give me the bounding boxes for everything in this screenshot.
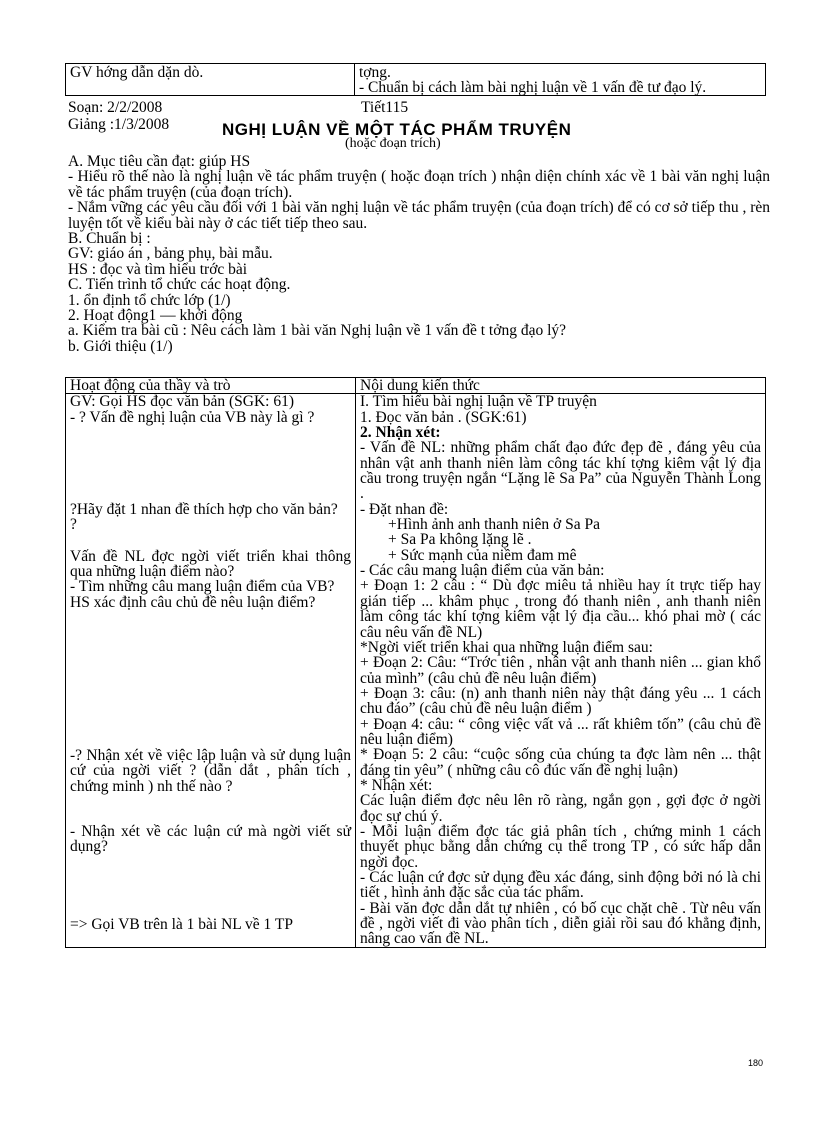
header-left-text: GV hớng dẫn dặn dò. bbox=[70, 64, 204, 81]
left-q8: - Nhận xét về các luận cứ mà ngời viết sử dụng? bbox=[70, 823, 351, 856]
left-q5: - Tìm những câu mang luận điểm của VB? bbox=[70, 578, 335, 596]
left-q9: => Gọi VB trên là 1 bài NL về 1 TP bbox=[70, 915, 293, 933]
section-heading: I. Tìm hiểu bài nghị luận về TP truyện bbox=[360, 393, 597, 411]
remark-2: - Mỗi luận điểm đợc tác giả phân tích , chứng minh 1 cách thuyết phục bằng dẫn chứng cụ thể trong TP , có sức hấp dẫn ngời đọc. bbox=[360, 822, 761, 871]
teacher-student-column bbox=[66, 394, 356, 947]
objective-1: - Hiểu rõ thế nào là nghị luận về tác phẩm truyện ( hoặc đoạn trích ) nhận diện chính xác về 1 bài văn nghị luận về tác phẩm truyện (của đoạn trích). bbox=[68, 168, 770, 201]
header-right-line1: tợng. bbox=[359, 64, 391, 81]
title-option-2: + Sa Pa không lặng lẽ . bbox=[388, 531, 532, 549]
preparation-heading: B. Chuẩn bị : bbox=[68, 230, 151, 248]
objective-2: - Nắm vững các yêu cầu đối với 1 bài văn nghị luận về tác phẩm truyện (của đoạn trích) để có cơ sở tiếp thu , rèn luyện tốt về kiểu bài này ở các tiết tiếp theo sau. bbox=[68, 199, 770, 232]
header-content: Nội dung kiến thức bbox=[356, 378, 766, 394]
header-right-line2: - Chuẩn bị cách làm bài nghị luận về 1 vấn đề tư đạo lý. bbox=[359, 79, 707, 96]
lesson-table bbox=[65, 377, 766, 948]
paragraph-4: + Đoạn 4: câu: “ công việc vất vả ... rất khiêm tốn” (câu chủ đề nêu luận điểm) bbox=[360, 715, 761, 748]
paragraph-2: + Đoạn 2: Câu: “Trớc tiên , nhân vật anh thanh niên ... gian khổ của mình” (câu chủ đề nêu luận điểm) bbox=[360, 654, 761, 687]
header-right-cell bbox=[355, 64, 766, 96]
read-text: 1. Đọc văn bản . (SGK:61) bbox=[360, 408, 527, 426]
header-activities: Hoạt động của thầy và trò bbox=[66, 378, 356, 394]
left-q1: GV: Gọi HS đọc văn bản (SGK: 61) bbox=[70, 393, 295, 411]
remark-3: - Các luận cứ đợc sử dụng đều xác đáng, sinh động bởi nó là chi tiết , hình ảnh đặc sắc của tác phẩm. bbox=[360, 869, 761, 902]
remarks-heading: * Nhận xét: bbox=[360, 776, 433, 794]
paragraph-3: + Đoạn 3: câu: (n) anh thanh niên này thật đáng yêu ... 1 cách chu đáo” (câu chủ đề nêu luận điểm ) bbox=[360, 684, 761, 718]
thesis-intro: *Ngời viết triển khai qua những luận điểm sau: bbox=[360, 638, 653, 656]
page-title: NGHỊ LUẬN VỀ MỘT TÁC PHẨM TRUYỆN bbox=[222, 120, 572, 139]
process-step-2: 2. Hoạt động1 — khởi động bbox=[68, 307, 243, 325]
left-q7: -? Nhận xét về việc lập luận và sử dụng luận cứ của ngời viết ? (dẫn dắt , phân tích , chứng minh ) nh thế nào ? bbox=[70, 747, 351, 795]
tiet-number: Tiết115 bbox=[361, 99, 409, 116]
paragraph-5: * Đoạn 5: 2 câu: “cuộc sống của chúng ta đợc làm nên ... thật đáng tin yêu” ( những câu cô đúc vấn đề nghị luận) bbox=[360, 746, 761, 779]
title-option-1: +Hình ảnh anh thanh niên ở Sa Pa bbox=[388, 516, 600, 534]
table-header-row bbox=[66, 378, 766, 394]
content-column bbox=[356, 394, 766, 947]
left-q3b: ? bbox=[70, 516, 77, 534]
title-option-3: + Sức mạnh của niềm đam mê bbox=[388, 546, 577, 564]
header-left-cell bbox=[66, 64, 355, 96]
process-step-a: a. Kiểm tra bài cũ : Nêu cách làm 1 bài văn Nghị luận về 1 vấn đề t tởng đạo lý? bbox=[68, 322, 567, 340]
objective-heading: A. Mục tiêu cần đạt: giúp HS bbox=[68, 153, 251, 170]
issue-statement: - Vấn đề NL: những phẩm chất đạo đức đẹp đẽ , đáng yêu của nhân vật anh thanh niên làm công tác khí tợng kiêm vật lý địa cầu trong truyện ngắn “Lặng lẽ Sa Pa” của Nguyễn Thành Long . bbox=[360, 439, 761, 503]
remark-4: - Bài văn đợc dẫn dắt tự nhiên , có bố cục chặt chẽ . Từ nêu vấn đề , ngời viết đi vào phân tích , diễn giải rồi sau đó khẳng định, nâng cao vấn đề NL. bbox=[360, 899, 761, 948]
header-table bbox=[65, 63, 766, 96]
process-step-b: b. Giới thiệu (1/) bbox=[68, 337, 173, 355]
title-suggestions: - Đặt nhan đề: bbox=[360, 500, 449, 518]
process-step-1: 1. ổn định tổ chức lớp (1/) bbox=[68, 291, 231, 309]
page-number: 180 bbox=[748, 1058, 764, 1068]
preparation-gv: GV: giáo án , bảng phụ, bài mẫu. bbox=[68, 245, 273, 263]
remark-1: Các luận điểm đợc nêu lên rõ ràng, ngắn gọn , gợi đợc ở ngời đọc sự chú ý. bbox=[360, 792, 761, 825]
observation-heading: 2. Nhận xét: bbox=[360, 424, 441, 442]
process-heading: C. Tiến trình tổ chức các hoạt động. bbox=[68, 276, 291, 294]
left-q3: ?Hãy đặt 1 nhan đề thích hợp cho văn bản? bbox=[70, 501, 338, 519]
paragraph-1: + Đoạn 1: 2 câu : “ Dù đợc miêu tả nhiều hay ít trực tiếp hay gián tiếp ... khâm phục , trong đó thanh niên , anh thanh niên làm công tác khí tợng kiêm vật lý địa cầu... khó phai mờ ( các câu nêu vấn đề NL) bbox=[360, 577, 761, 641]
preparation-hs: HS : đọc và tìm hiểu trớc bài bbox=[68, 260, 248, 278]
intro-section bbox=[68, 154, 770, 354]
giang-date: Giảng :1/3/2008 bbox=[68, 116, 170, 133]
left-q2: - ? Vấn đề nghị luận của VB này là gì ? bbox=[70, 408, 315, 426]
left-q6: HS xác định câu chủ đề nêu luận điểm? bbox=[70, 593, 316, 611]
thesis-sentences: - Các câu mang luận điểm của văn bản: bbox=[360, 562, 605, 580]
left-q4: Vấn đề NL đợc ngời viết triển khai thông qua những luận điểm nào? bbox=[70, 547, 351, 581]
table-row bbox=[66, 394, 766, 947]
soan-date: Soạn: 2/2/2008 bbox=[68, 99, 163, 116]
page-subtitle: (hoặc đoạn trích) bbox=[345, 136, 441, 151]
